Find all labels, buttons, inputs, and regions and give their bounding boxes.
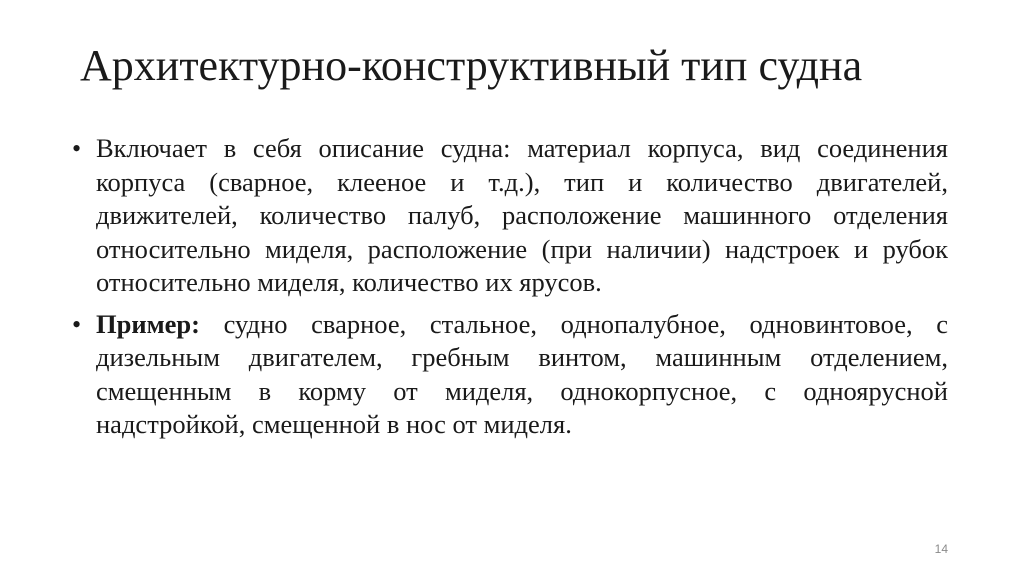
bullet-text: [96, 309, 948, 440]
slide-title: Архитектурно-конструктивный тип судна: [80, 41, 863, 90]
bullet-body: Включает в себя описание судна: материал корпуса, вид соединения корпуса (сварное, клееное и т.д.), тип и количество двигателей, движителей, количество палуб, расположение машинного отделения относительно миделя, расположение (при наличии) надстроек и рубок относительно миделя, количество их ярусов.: [96, 133, 948, 297]
bullet-marker: •: [72, 309, 82, 339]
page-number: 14: [934, 542, 948, 556]
bullet-text: [96, 133, 948, 297]
bullet-list: [72, 132, 948, 450]
bullet-marker: •: [72, 134, 82, 163]
bullet-body: судно сварное, стальное, однопалубное, одновинтовое, с дизельным двигателем, гребным винтом, машинным отделением, смещенным в корму от миделя, однокорпусное, с одноярусной надстройкой, смещенной в нос от миделя.: [96, 308, 948, 439]
bullet-item-description: [72, 132, 948, 300]
bullet-item-example: [72, 308, 948, 442]
bullet-lead: Пример:: [96, 308, 200, 339]
